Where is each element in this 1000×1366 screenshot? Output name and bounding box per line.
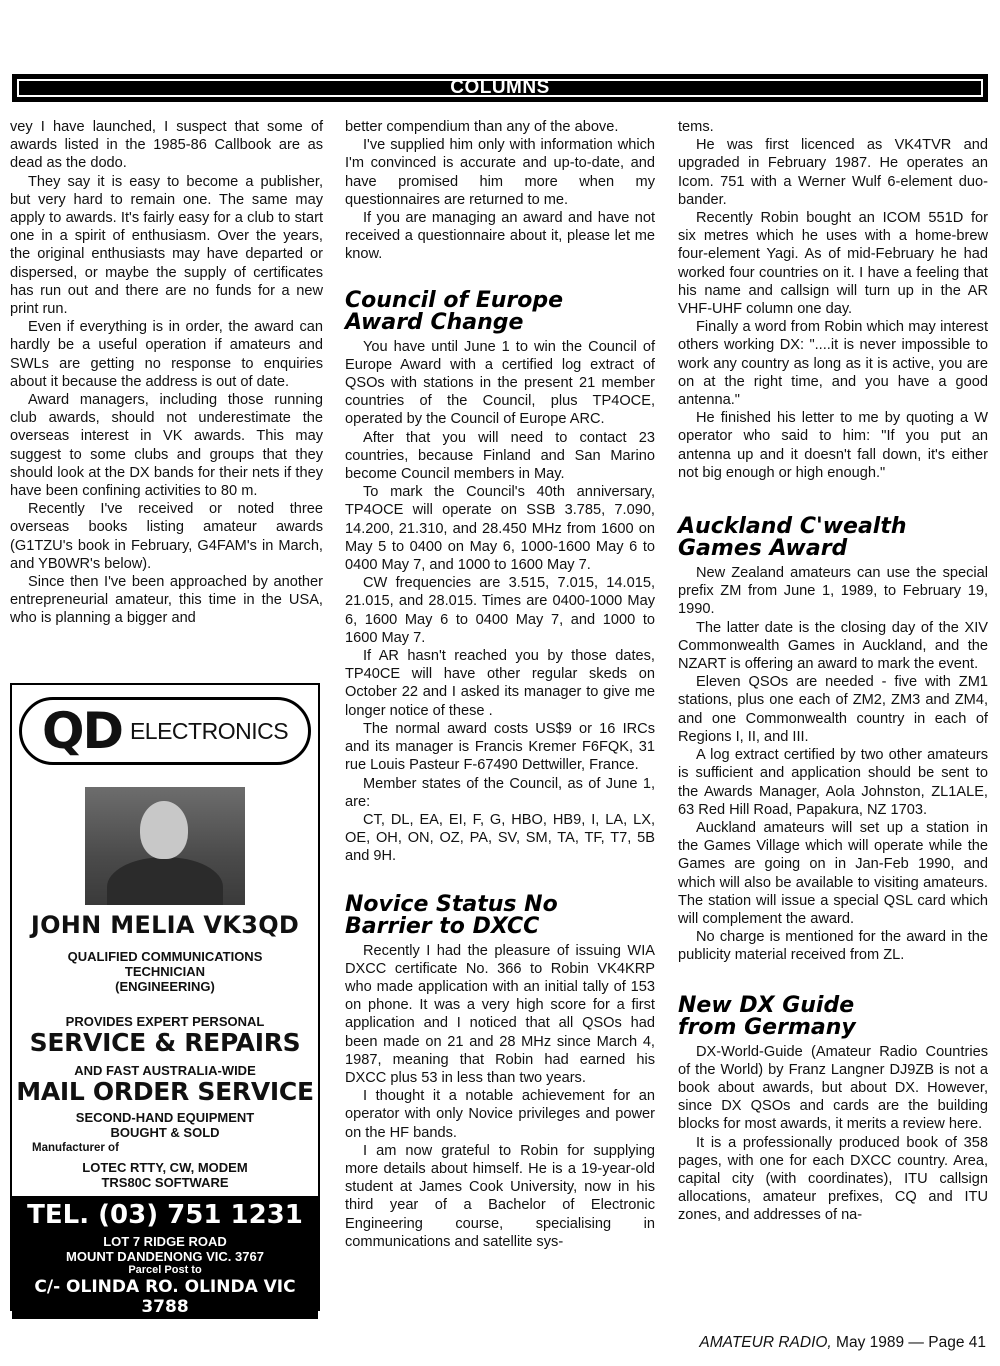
ad-telephone: TEL. (03) 751 1231 bbox=[12, 1196, 318, 1234]
col3-paragraph: He was first licenced as VK4TVR and upgraded in February 1987. He operates an Icom. 751 with a Werner Wulf 6-element duo-bander. bbox=[678, 137, 988, 208]
ad-po-line: C/- OLINDA RO. OLINDA VIC bbox=[34, 1277, 296, 1297]
col3-paragraph: A log extract certified by two other amateurs is sufficient and application should be sent to the Awards Manager, Aola Johnston, ZL1ALE, 63 Red Hill Road, Papakura, NZ 1703. bbox=[678, 747, 988, 818]
portrait-photo bbox=[85, 787, 245, 905]
section-heading-dx-guide bbox=[678, 992, 988, 1040]
col2-paragraph: better compendium than any of the above. bbox=[345, 119, 619, 135]
page-footer bbox=[699, 1334, 986, 1352]
col3-paragraph: The latter date is the closing day of the XIV Commonwealth Games in Auckland, and the NZART is offering an award to mark the event. bbox=[678, 619, 988, 673]
col2-paragraph: Member states of the Council, as of June 1, are: bbox=[345, 775, 655, 810]
footer-issue: May 1989 — Page 41 bbox=[831, 1334, 986, 1351]
ad-po-code: 3788 bbox=[141, 1297, 189, 1317]
section-heading-novice-status bbox=[345, 891, 655, 939]
heading-line: Barrier to DXCC bbox=[345, 913, 540, 939]
logo-letters: QD bbox=[41, 702, 122, 760]
heading-line: Council of Europe bbox=[345, 287, 564, 313]
column-1 bbox=[10, 118, 323, 628]
col2-paragraph: You have until June 1 to win the Council of Europe Award with a certified log extract of QSOs with stations in the present 21 member countries of the Council, plus TP4OCE, operated by the Council of Europe ARC. bbox=[345, 338, 655, 428]
col2-paragraph: I thought it a notable achievement for an operator with only Novice privileges and power on the HF bands. bbox=[345, 1088, 655, 1141]
ad-service-repairs: SERVICE & REPAIRS bbox=[29, 1028, 301, 1057]
col2-paragraph: After that you will need to contact 23 countries, because Finland and San Marino become Council members in May. bbox=[345, 429, 655, 483]
col1-paragraph: vey I have launched, I suspect that some of awards listed in the 1985-86 Callbook are as dead as the dodo. bbox=[10, 119, 323, 172]
heading-line: from Germany bbox=[678, 1014, 856, 1040]
ad-mail-order: MAIL ORDER SERVICE bbox=[16, 1077, 314, 1106]
logo-word: ELECTRONICS bbox=[129, 717, 289, 744]
footer-magazine: AMATEUR RADIO, bbox=[699, 1334, 832, 1351]
ad-address-line: LOT 7 RIDGE ROAD bbox=[103, 1234, 227, 1249]
column-3 bbox=[678, 118, 988, 1225]
col3-paragraph: Finally a word from Robin which may interest others working DX: "....it is never impossible to work any country as long as it is active, you are on at the right time, and you have a good antenna." bbox=[678, 319, 988, 409]
header-title: COLUMNS bbox=[450, 77, 550, 98]
heading-line: New DX Guide bbox=[678, 992, 855, 1018]
col2-paragraph: CW frequencies are 3.515, 7.015, 14.015, 21.015, and 28.015. Times are 0400-1000 May 6, 1600 May 6 to 0400 May 7, and 1000 to 1600 May 7. bbox=[345, 575, 655, 646]
col3-paragraph: No charge is mentioned for the award in the publicity material received from ZL. bbox=[678, 929, 988, 964]
qd-electronics-advertisement bbox=[10, 683, 320, 1317]
col3-paragraph: He finished his letter to me by quoting a W operator who said to him: "If you put an antenna up and it doesn't fall down, it's either not big enough or high enough." bbox=[678, 410, 988, 481]
ad-second-hand: SECOND-HAND EQUIPMENT bbox=[75, 1110, 255, 1125]
portrait-shoulders bbox=[107, 857, 223, 905]
col2-paragraph: If AR hasn't reached you by those dates, TP40CE will have other regular skeds on October 22 and I asked its manager to give me longer notice of these . bbox=[345, 648, 655, 719]
ad-parcel-post: Parcel Post to bbox=[128, 1264, 202, 1276]
col2-paragraph: Recently I had the pleasure of issuing WIA DXCC certificate No. 366 to Robin VK4KRP who made application with an initial tally of 153 on phone. It was a very high score for a first application and I noticed that all QSOs had been made on 21 and 28 MHz since March 4, 1987, meaning that Robin had earned his DXCC plus 53 in less than two years. bbox=[345, 942, 655, 1086]
col2-paragraph: I am now grateful to Robin for supplying more details about himself. He is a 19-year-old student at James Cook University, now in his third year of a Bachelor of Electronic Engineering course, specialising in communications and satellite sys- bbox=[345, 1142, 655, 1250]
ad-name: JOHN MELIA VK3QD bbox=[30, 911, 300, 939]
col1-paragraph: Since then I've been approached by another entrepreneurial amateur, this time in the USA, who is planning a bigger and bbox=[10, 574, 323, 627]
heading-line: Award Change bbox=[345, 309, 524, 335]
heading-line: Auckland C'wealth bbox=[678, 514, 907, 540]
col1-paragraph: Even if everything is in order, the award can hardly be a useful operation if amateurs and SWLs are getting no response to enquiries about it because the address is out of date. bbox=[10, 319, 323, 390]
section-heading-council-of-europe bbox=[345, 287, 655, 335]
col2-paragraph: I've supplied him only with information which I'm convinced is accurate and up-to-date, and have promised him more when my questionnaires are returned to me. bbox=[345, 137, 655, 208]
col3-paragraph: DX-World-Guide (Amateur Radio Countries of the World) by Franz Langner DJ9ZB is not a book about awards, but about DX. However, since DX QSOs and cards are the building blocks for most awards, it merits a review here. bbox=[678, 1043, 988, 1133]
col2-paragraph: The normal award costs US$9 or 16 IRCs and its manager is Francis Kremer F6FQK, 31 rue Louis Pasteur F-67490 Dettwiller, France. bbox=[345, 720, 655, 774]
ad-manufacturer: Manufacturer of bbox=[32, 1142, 119, 1154]
heading-line: Novice Status No bbox=[345, 891, 558, 917]
ad-qualification-line: QUALIFIED COMMUNICATIONS bbox=[67, 949, 263, 964]
col2-paragraph: To mark the Council's 40th anniversary, TP4OCE will operate on SSB 3.785, 7.090, 14.200, 21.310, and 28.450 MHz from 1600 on May 5 to 0400 on May 6, 1000-1600 May 6 to 0400 May 7, and 1000 to 1600 May 7. bbox=[345, 484, 655, 574]
col3-paragraph: New Zealand amateurs can use the special prefix ZM from June 1, 1989, to February 19, 1990. bbox=[678, 565, 988, 618]
portrait-head bbox=[140, 801, 188, 859]
ad-address-line: MOUNT DANDENONG VIC. 3767 bbox=[66, 1249, 264, 1264]
ad-trs80c: TRS80C SOFTWARE bbox=[101, 1175, 229, 1190]
col1-paragraph: Award managers, including those running club awards, should not underestimate the overseas interest in VK awards. This may suggest to some clubs and groups that they should look at the DX bands for their nets if they have been confining activities to 80 m. bbox=[10, 392, 323, 500]
col3-paragraph: Recently Robin bought an ICOM 551D for six metres which he uses with a home-brew four-element Yagi. As of mid-February he had worked four countries on it. I have a feeling that his name and callsign will turn up in the AR VHF-UHF column one day. bbox=[678, 210, 988, 318]
ad-qualification-line: TECHNICIAN bbox=[124, 964, 206, 979]
ad-fast: AND FAST AUSTRALIA-WIDE bbox=[74, 1063, 256, 1078]
col1-paragraph: Recently I've received or noted three overseas books listing amateur awards (G1TZU's book in February, G4FAM's in March, and YB0WR's below). bbox=[10, 501, 323, 572]
qd-logo bbox=[19, 697, 311, 765]
ad-qualification-line: (ENGINEERING) bbox=[115, 979, 215, 994]
col2-paragraph: CT, DL, EA, EI, F, G, HBO, HB9, I, LA, LX, OE, OH, ON, OZ, PA, SV, SM, TA, TF, T7, 5B and 9H. bbox=[345, 811, 655, 865]
section-heading-auckland-games bbox=[678, 516, 988, 560]
col3-paragraph: It is a professionally produced book of 358 pages, with one for each DXCC country. Area, capital city (with coordinates), ITU callsign allocations, amateur prefixes, CQ and ITU zones, and addresses of na- bbox=[678, 1134, 988, 1224]
col2-paragraph: If you are managing an award and have not received a questionnaire about it, please let me know. bbox=[345, 210, 655, 263]
heading-line: Games Award bbox=[678, 536, 848, 562]
ad-bought-sold: BOUGHT & SOLD bbox=[110, 1125, 220, 1140]
ad-lotec: LOTEC RTTY, CW, MODEM bbox=[82, 1160, 248, 1175]
ad-provides: PROVIDES EXPERT PERSONAL bbox=[65, 1014, 265, 1029]
col1-paragraph: They say it is easy to become a publisher, but very hard to remain one. The same may apply to awards. It's fairly easy for a club to start one in a spirit of enthusiasm. Over the years, the original enthusiasts may have departed or dispersed, or maybe the supply of certificates has run out and there are no funds for a new print run. bbox=[10, 173, 323, 318]
col3-paragraph: Auckland amateurs will set up a station in the Games Village which will operate while the Games are going on in Jan-Feb 1990, and which will also be available to visiting amateurs. The station will issue a special QSL card which will complement the award. bbox=[678, 819, 988, 927]
columns-header-bar bbox=[12, 74, 988, 102]
column-2 bbox=[345, 118, 655, 1251]
col3-paragraph: Eleven QSOs are needed - five with ZM1 stations, plus one each of ZM2, ZM3 and ZM4, and one Commonwealth country in each of Regions I, II, and III. bbox=[678, 674, 988, 745]
ad-address-block bbox=[12, 1234, 318, 1319]
col3-paragraph: tems. bbox=[678, 119, 714, 135]
